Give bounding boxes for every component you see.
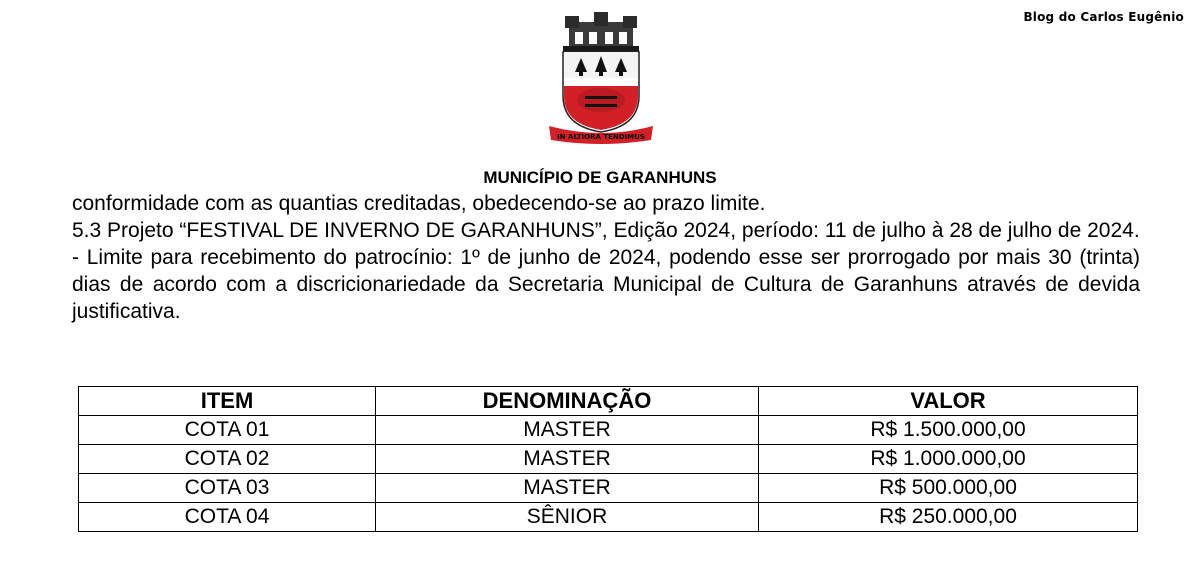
cell-denomination: MASTER: [376, 416, 759, 445]
cell-item: COTA 03: [79, 474, 376, 503]
table-row: [79, 445, 1138, 474]
paragraph: - Limite para recebimento do patrocínio: 1º de junho de 2024, podendo esse ser prorrogado por mais 30 (trinta) dias de acordo com a discricionariedade da Secretaria Municipal de Cultura de Garanhuns através de devida justificativa.: [72, 246, 1140, 323]
cell-value: R$ 250.000,00: [759, 503, 1138, 532]
table-header-row: [79, 387, 1138, 416]
cell-denomination: SÊNIOR: [376, 503, 759, 532]
table-row: [79, 416, 1138, 445]
paragraph: 5.3 Projeto “FESTIVAL DE INVERNO DE GARANHUNS”, Edição 2024, período: 11 de julho à 28 de julho de 2024.: [72, 219, 1140, 242]
cell-denomination: MASTER: [376, 474, 759, 503]
cell-value: R$ 500.000,00: [759, 474, 1138, 503]
column-header-denomination: DENOMINAÇÃO: [376, 387, 759, 416]
crest-motto: IN ALTIORA TENDIMUS: [557, 133, 645, 141]
table-row: [79, 503, 1138, 532]
coat-of-arms-icon: [545, 8, 657, 146]
cell-value: R$ 1.500.000,00: [759, 416, 1138, 445]
cell-item: COTA 02: [79, 445, 376, 474]
municipality-title: MUNICÍPIO DE GARANHUNS: [483, 168, 717, 187]
column-header-item: ITEM: [79, 387, 376, 416]
cell-denomination: MASTER: [376, 445, 759, 474]
cell-item: COTA 04: [79, 503, 376, 532]
document-body: [72, 190, 1140, 325]
watermark-text: Blog do Carlos Eugênio: [1023, 10, 1184, 24]
sponsorship-table: [78, 386, 1138, 532]
column-header-value: VALOR: [759, 387, 1138, 416]
cell-item: COTA 01: [79, 416, 376, 445]
table-row: [79, 474, 1138, 503]
cell-value: R$ 1.000.000,00: [759, 445, 1138, 474]
paragraph: conformidade com as quantias creditadas, obedecendo-se ao prazo limite.: [72, 192, 766, 215]
